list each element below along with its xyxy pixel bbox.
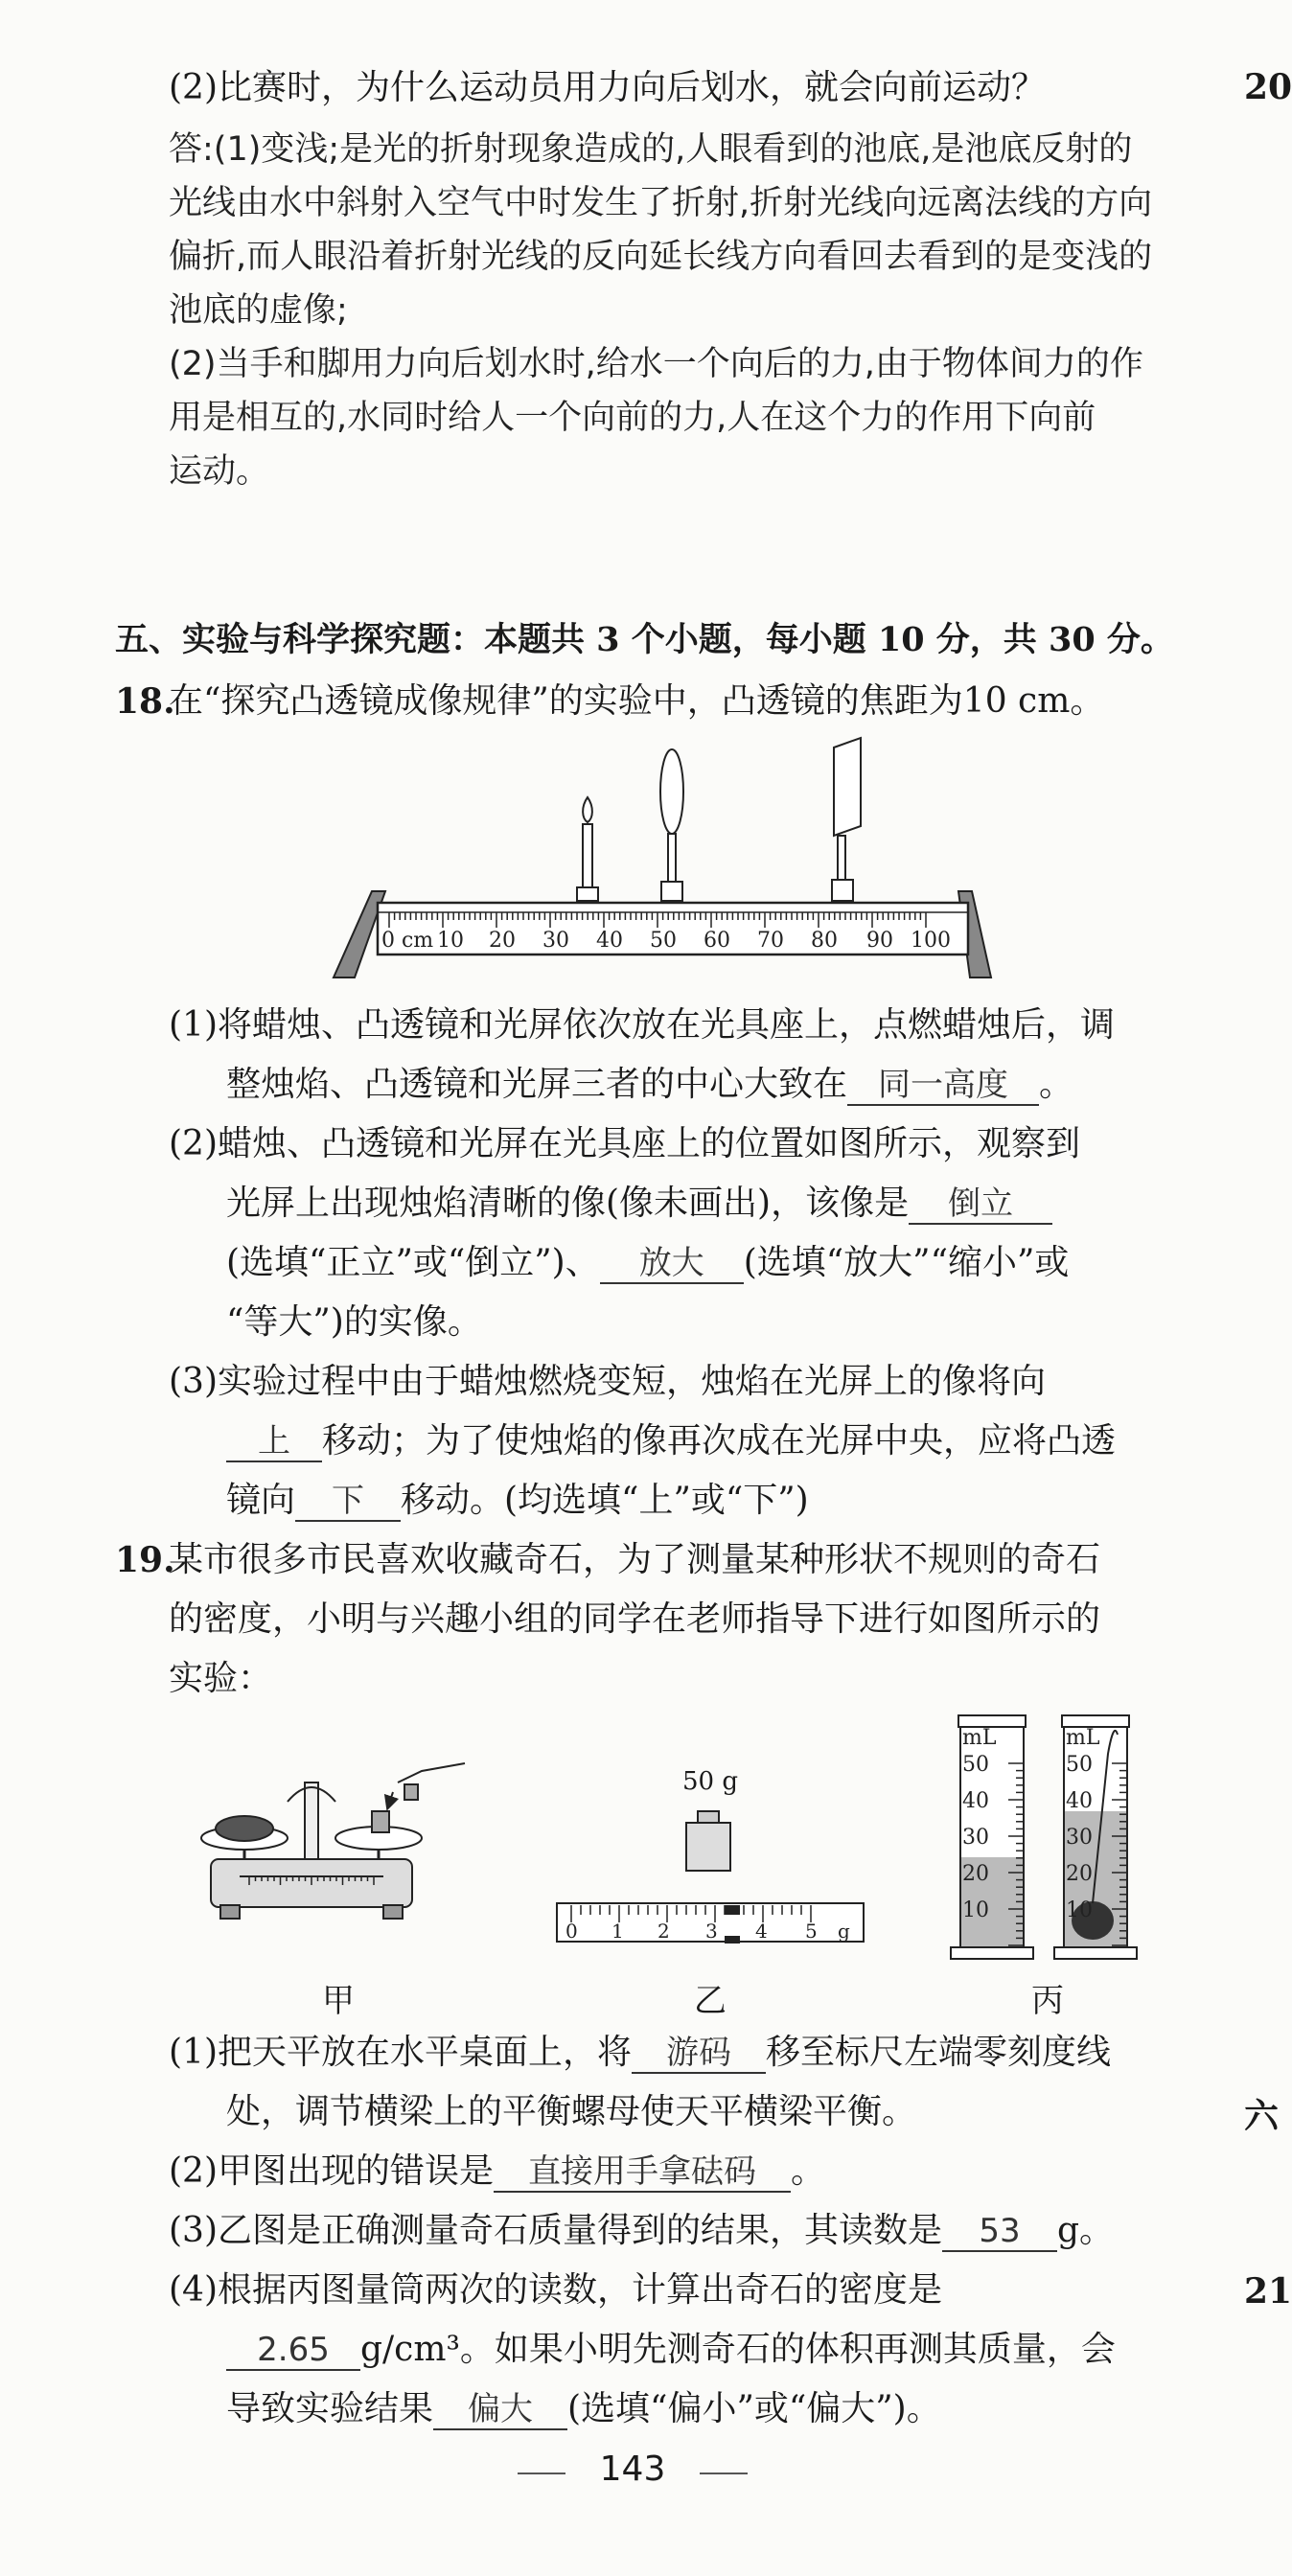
q18-part3-line2 (226, 1420, 1116, 1462)
q18-part1-line1: (1)将蜡烛、凸透镜和光屏依次放在光具座上，点燃蜡烛后，调 (169, 1005, 1115, 1045)
scale-label-2: 2 (658, 1920, 670, 1943)
q19-part4-answer-1: 2.65 (226, 2331, 360, 2371)
q18-part2-line4: “等大”)的实像。 (226, 1302, 482, 1342)
scale-unit: g (838, 1920, 850, 1943)
q19-stem-3: 实验： (169, 1659, 273, 1698)
ruler-label-90: 90 (866, 929, 893, 953)
cyl1-tick-10: 10 (962, 1898, 989, 1922)
answer-line-1: 答:(1)变浅;是光的折射现象造成的,人眼看到的池底,是池底反射的 (169, 130, 1133, 169)
cyl2-tick-40: 40 (1066, 1789, 1093, 1813)
balance-figure (192, 1763, 479, 1936)
ruler-label-60: 60 (704, 929, 730, 953)
q18-part3-line3 (226, 1480, 809, 1522)
scale-figure (552, 1802, 868, 1955)
q18-part3-text-c: 镜向 (226, 1481, 296, 1520)
ruler-label-30: 30 (542, 929, 569, 953)
cyl2-tick-50: 50 (1066, 1753, 1093, 1777)
cylinders-figure (949, 1715, 1179, 1965)
q18-part2-text: 光屏上出现烛焰清晰的像(像未画出)，该像是 (226, 1184, 910, 1223)
q18-part3-answer-1: 上 (226, 1422, 322, 1462)
q18-part2-line3 (226, 1242, 1069, 1284)
q19-stem-2: 的密度，小明与兴趣小组的同学在老师指导下进行如图所示的 (169, 1599, 1101, 1639)
figure-label-yi: 乙 (694, 1982, 727, 2020)
ruler-label-50: 50 (650, 929, 677, 953)
cyl2-tick-10: 10 (1066, 1898, 1093, 1922)
answer-line-3: 偏折,而人眼沿着折射光线的反向延长线方向看回去看到的是变浅的 (169, 238, 1153, 276)
q18-part3-answer-2: 下 (295, 1482, 401, 1522)
q19-part4-answer-2: 偏大 (433, 2390, 567, 2430)
optical-bench-figure (326, 738, 997, 987)
q19-part3-answer: 53 (942, 2212, 1057, 2252)
q19-part1-text: (1)把天平放在水平桌面上，将 (169, 2033, 632, 2072)
ruler-label-100: 100 (911, 929, 951, 953)
ruler-label-80: 80 (811, 929, 838, 953)
q18-part3-text-b: 移动；为了使烛焰的像再次成在光屏中央，应将凸透 (322, 1421, 1117, 1460)
edge-mark-21: 21 (1244, 2271, 1292, 2312)
q19-part2-text: (2)甲图出现的错误是 (169, 2151, 494, 2191)
edge-mark-six: 六 (1244, 2096, 1280, 2136)
edge-mark-20: 20 (1244, 67, 1292, 107)
q19-part4-line1: (4)根据丙图量筒两次的读数，计算出奇石的密度是 (169, 2270, 942, 2310)
figure-label-jia: 甲 (322, 1982, 355, 2020)
scale-label-4: 4 (755, 1920, 768, 1943)
q19-part4-line3 (226, 2388, 941, 2430)
cyl2-tick-30: 30 (1066, 1826, 1093, 1850)
scale-label-1: 1 (611, 1920, 624, 1943)
q18-part3-line1: (3)实验过程中由于蜡烛燃烧变短，烛焰在光屏上的像将向 (169, 1362, 1046, 1401)
scale-label-5: 5 (805, 1920, 818, 1943)
q18-part1-text: 整烛焰、凸透镜和光屏三者的中心大致在 (226, 1065, 848, 1104)
section-title: 五、实验与科学探究题：本题共 3 个小题，每小题 10 分，共 30 分。 (115, 620, 1174, 659)
cyl2-unit: mL (1066, 1726, 1100, 1750)
ruler-label-40: 40 (596, 929, 623, 953)
q18-part2-text-c: (选填“正立”或“倒立”)、 (226, 1243, 600, 1282)
ruler-label-0: 0 cm (381, 929, 434, 953)
answer-line-7: 运动。 (169, 452, 270, 491)
q18-part1-answer: 同一高度 (847, 1066, 1039, 1106)
q19-stem-1: 某市很多市民喜欢收藏奇石，为了测量某种形状不规则的奇石 (169, 1540, 1101, 1579)
ruler-label-70: 70 (757, 929, 784, 953)
q18-part3-text-d: 移动。(均选填“上”或“下”) (401, 1481, 809, 1520)
q19-part1-text-b: 移至标尺左端零刻度线 (766, 2033, 1112, 2072)
answer-line-5: (2)当手和脚用力向后划水时,给水一个向后的力,由于物体间力的作 (169, 345, 1143, 383)
ruler-label-20: 20 (489, 929, 516, 953)
weight-label: 50 g (682, 1767, 738, 1796)
cyl1-tick-50: 50 (962, 1753, 989, 1777)
q19-part3-text: (3)乙图是正确测量奇石质量得到的结果，其读数是 (169, 2211, 942, 2250)
q18-part2-line1: (2)蜡烛、凸透镜和光屏在光具座上的位置如图所示，观察到 (169, 1124, 1080, 1163)
cyl1-unit: mL (962, 1726, 997, 1750)
q18-part2-line2 (226, 1183, 1052, 1225)
page-number-dash-left (518, 2472, 565, 2474)
answer-line-6: 用是相互的,水同时给人一个向前的力,人在这个力的作用下向前 (169, 399, 1096, 437)
cyl1-tick-30: 30 (962, 1826, 989, 1850)
q19-part4-text-c: 导致实验结果 (226, 2389, 434, 2428)
q18-number: 18. (115, 681, 175, 722)
q19-part2-answer: 直接用手拿砝码 (494, 2152, 791, 2193)
q19-part2-end: 。 (791, 2151, 826, 2191)
page-number: 143 (599, 2450, 666, 2489)
q18-part2-answer-1: 倒立 (909, 1184, 1052, 1225)
q18-part1-line2 (226, 1064, 1073, 1106)
scale-label-0: 0 (565, 1920, 578, 1943)
q18-part1-end: 。 (1039, 1065, 1074, 1104)
cyl1-tick-40: 40 (962, 1789, 989, 1813)
q18-part2-answer-2: 放大 (600, 1244, 744, 1284)
cyl2-tick-20: 20 (1066, 1862, 1093, 1886)
q18-stem: 在“探究凸透镜成像规律”的实验中，凸透镜的焦距为10 cm。 (169, 681, 1105, 721)
q19-number: 19. (115, 1540, 175, 1580)
scale-label-3: 3 (705, 1920, 718, 1943)
q19-part2 (169, 2150, 825, 2193)
q18-part2-text-d: (选填“放大”“缩小”或 (743, 1243, 1070, 1282)
ruler-label-10: 10 (437, 929, 464, 953)
q19-part4-text-b: g/cm³。如果小明先测奇石的体积再测其质量，会 (360, 2330, 1116, 2369)
q19-part1-line1 (169, 2032, 1111, 2074)
figure-label-bing: 丙 (1031, 1982, 1064, 2020)
answer-line-2: 光线由水中斜射入空气中时发生了折射,折射光线向远离法线的方向 (169, 184, 1153, 222)
page-number-dash-right (700, 2472, 748, 2474)
q19-part3-end: g。 (1057, 2211, 1115, 2250)
answer-line-4: 池底的虚像; (169, 291, 348, 330)
cyl1-tick-20: 20 (962, 1862, 989, 1886)
prev-question-2: (2)比赛时，为什么运动员用力向后划水，就会向前运动？ (169, 68, 1046, 107)
q19-part3 (169, 2210, 1114, 2252)
q19-part1-line2: 处，调节横梁上的平衡螺母使天平横梁平衡。 (226, 2092, 917, 2131)
q19-part4-line2 (226, 2329, 1116, 2371)
q19-part1-answer: 游码 (632, 2034, 766, 2074)
q19-part4-text-d: (选填“偏小”或“偏大”)。 (567, 2389, 941, 2428)
